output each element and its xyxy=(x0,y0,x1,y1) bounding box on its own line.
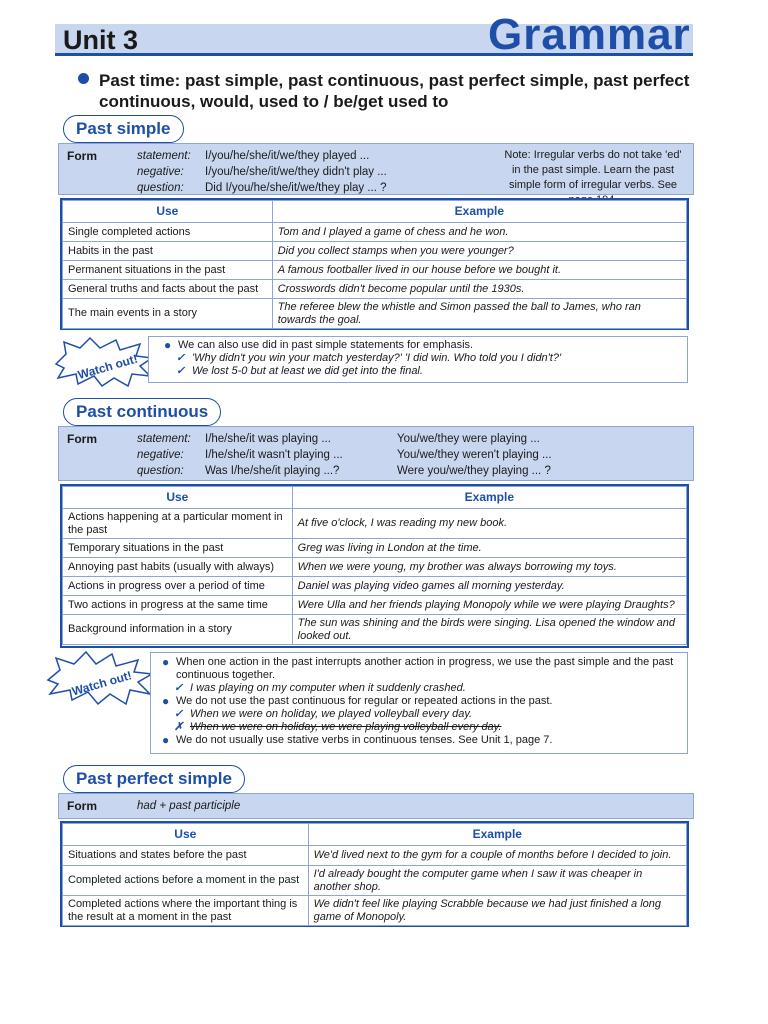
use-cell: Annoying past habits (usually with always) xyxy=(63,558,293,577)
example-cell: Daniel was playing video games all morning yesterday. xyxy=(292,577,686,596)
use-header: Use xyxy=(63,201,273,223)
past-continuous-watch-out xyxy=(162,656,684,747)
form-label: Form xyxy=(67,432,97,446)
table-row xyxy=(63,539,687,558)
table-row xyxy=(63,223,687,242)
form-text: Was I/he/she/it playing ...? xyxy=(205,465,340,477)
bullet-icon xyxy=(78,73,89,84)
form-text: I/he/she/it wasn't playing ... xyxy=(205,449,343,461)
intro-line-2: continuous, would, used to / be/get used to xyxy=(99,92,449,111)
example-header: Example xyxy=(292,487,686,509)
example-cell: Crosswords didn't become popular until the 1930s. xyxy=(272,280,686,299)
table-row xyxy=(63,596,687,615)
past-continuous-form-box xyxy=(58,426,694,481)
watch-tick-item: ✓ We lost 5-0 but at least we did get into the final. xyxy=(176,365,423,377)
example-header: Example xyxy=(272,201,686,223)
example-cell: Greg was living in London at the time. xyxy=(292,539,686,558)
past-simple-form-box xyxy=(58,143,694,195)
example-cell: When we were young, my brother was always borrowing my toys. xyxy=(292,558,686,577)
watch-cross-item: ✗ When we were on holiday, we were playing volleyball every day. xyxy=(174,721,502,733)
watch-out-label: Watch out! xyxy=(76,351,140,383)
table-row xyxy=(63,896,687,926)
use-cell: Two actions in progress at the same time xyxy=(63,596,293,615)
watch-bullet-item: ● We do not usually use stative verbs in continuous tenses. See Unit 1, page 7. xyxy=(162,733,553,747)
table-header-row xyxy=(63,487,687,509)
table-row xyxy=(63,577,687,596)
example-header: Example xyxy=(308,824,686,846)
example-cell: Were Ulla and her friends playing Monopoly while we were playing Draughts? xyxy=(292,596,686,615)
use-cell: Situations and states before the past xyxy=(63,846,309,866)
form-text: You/we/they were playing ... xyxy=(397,433,540,445)
intro-line-1: Past time: past simple, past continuous, past perfect simple, past perfect xyxy=(99,71,690,90)
bullet-icon: ● xyxy=(162,733,170,747)
irregular-verbs-note: Note: Irregular verbs do not take 'ed' in the past simple. Learn the past simple form of irregular verbs. See xyxy=(504,149,682,191)
form-row-question: question: Was I/he/she/it playing ...? Were you/we/they playing ... ? xyxy=(137,465,551,477)
watch-bullet-item: ● We can also use did in past simple statements for emphasis. xyxy=(164,338,474,352)
form-text: Did I/you/he/she/it/we/they play ... ? xyxy=(205,182,387,194)
intro-heading xyxy=(99,70,719,112)
tick-icon: ✓ xyxy=(174,682,184,694)
past-simple-form-rows xyxy=(137,148,497,196)
section-title-past-perfect-simple: Past perfect simple xyxy=(63,765,245,793)
table-row xyxy=(63,299,687,329)
table-row xyxy=(63,846,687,866)
use-cell: Actions happening at a particular moment in the past xyxy=(63,509,293,539)
example-cell: We didn't feel like playing Scrabble because we had just finished a long game of Monopoly. xyxy=(308,896,686,926)
use-cell: Temporary situations in the past xyxy=(63,539,293,558)
tick-icon: ✓ xyxy=(174,708,184,720)
form-row-negative: negative: I/you/he/she/it/we/they didn't play ... xyxy=(137,166,387,178)
form-text: had + past participle xyxy=(137,800,241,812)
table-row xyxy=(63,280,687,299)
use-cell: Permanent situations in the past xyxy=(63,261,273,280)
watch-out-label: Watch out! xyxy=(70,668,134,699)
form-row-negative: negative: I/he/she/it wasn't playing ... You/we/they weren't playing ... xyxy=(137,449,552,461)
watch-tick-item: ✓ 'Why didn't you win your match yesterday?' 'I did win. Who told you I didn't?' xyxy=(176,352,562,364)
use-header: Use xyxy=(63,824,309,846)
page-title: Grammar xyxy=(488,10,691,59)
example-cell: The referee blew the whistle and Simon passed the ball to James, who ran towards the goal. xyxy=(272,299,686,329)
bullet-icon: ● xyxy=(162,694,170,708)
table-row xyxy=(63,866,687,896)
table-row xyxy=(63,615,687,645)
table-header-row xyxy=(63,824,687,846)
past-simple-table xyxy=(62,200,687,329)
watch-tick-item: ✓ When we were on holiday, we played volleyball every day. xyxy=(174,708,473,720)
use-cell: General truths and facts about the past xyxy=(63,280,273,299)
form-label: Form xyxy=(67,799,97,813)
form-row-statement: statement: I/he/she/it was playing ... You/we/they were playing ... xyxy=(137,433,540,445)
tick-icon: ✓ xyxy=(176,365,186,377)
table-row xyxy=(63,242,687,261)
use-cell: Actions in progress over a period of time xyxy=(63,577,293,596)
use-cell: The main events in a story xyxy=(63,299,273,329)
form-row-statement: statement: I/you/he/she/it/we/they played ... xyxy=(137,150,370,162)
watch-out-starburst-icon xyxy=(48,336,158,388)
past-perfect-table xyxy=(62,823,687,926)
unit-label: Unit 3 xyxy=(63,25,139,55)
cross-icon: ✗ xyxy=(174,721,184,733)
tick-icon: ✓ xyxy=(176,352,186,364)
table-row xyxy=(63,261,687,280)
use-cell: Completed actions where the important thing is the result at a moment in the past xyxy=(63,896,309,926)
bullet-icon: ● xyxy=(164,338,172,352)
table-row xyxy=(63,558,687,577)
form-text: I/you/he/she/it/we/they didn't play ... xyxy=(205,166,387,178)
form-label: Form xyxy=(67,149,97,163)
example-cell: Tom and I played a game of chess and he won. xyxy=(272,223,686,242)
example-cell: The sun was shining and the birds were singing. Lisa opened the window and looked out. xyxy=(292,615,686,645)
example-cell: A famous footballer lived in our house before we bought it. xyxy=(272,261,686,280)
watch-out-starburst-icon xyxy=(40,650,158,706)
section-title-past-simple: Past simple xyxy=(63,115,184,143)
use-header: Use xyxy=(63,487,293,509)
table-row xyxy=(63,509,687,539)
past-perfect-form-box xyxy=(58,793,694,819)
past-continuous-table xyxy=(62,486,687,645)
example-cell: At five o'clock, I was reading my new book. xyxy=(292,509,686,539)
form-text: You/we/they weren't playing ... xyxy=(397,449,552,461)
use-cell: Completed actions before a moment in the past xyxy=(63,866,309,896)
form-text: I/he/she/it was playing ... xyxy=(205,433,331,445)
form-text: I/you/he/she/it/we/they played ... xyxy=(205,150,370,162)
example-cell: Did you collect stamps when you were younger? xyxy=(272,242,686,261)
example-cell: I'd already bought the computer game when I saw it was cheaper in another shop. xyxy=(308,866,686,896)
section-title-past-continuous: Past continuous xyxy=(63,398,221,426)
bullet-icon: ● xyxy=(162,655,170,669)
table-header-row xyxy=(63,201,687,223)
use-cell: Habits in the past xyxy=(63,242,273,261)
example-cell: We'd lived next to the gym for a couple of months before I decided to join. xyxy=(308,846,686,866)
use-cell: Single completed actions xyxy=(63,223,273,242)
past-simple-watch-out xyxy=(164,339,684,378)
use-cell: Background information in a story xyxy=(63,615,293,645)
watch-bullet-item: ● We do not use the past continuous for regular or repeated actions in the past. xyxy=(162,694,553,708)
form-row-question: question: Did I/you/he/she/it/we/they play ... ? xyxy=(137,182,387,194)
past-continuous-form-rows xyxy=(137,431,687,479)
watch-tick-item: ✓ I was playing on my computer when it suddenly crashed. xyxy=(174,682,466,694)
watch-bullet-item: ● When one action in the past interrupts another action in progress, we use the past simple and the past continuous together. xyxy=(162,655,674,681)
form-text: Were you/we/they playing ... ? xyxy=(397,465,551,477)
